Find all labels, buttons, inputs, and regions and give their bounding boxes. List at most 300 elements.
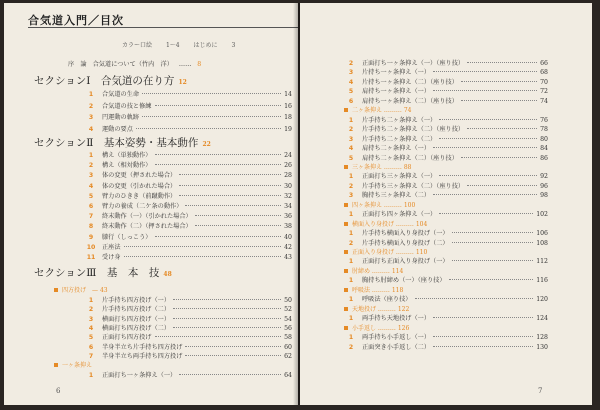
dot-leader bbox=[452, 232, 534, 233]
entry-number: 2 bbox=[348, 126, 354, 134]
orange-square-icon bbox=[344, 165, 348, 169]
entry-number: 1 bbox=[348, 334, 354, 342]
group-leader: ……… bbox=[382, 163, 404, 171]
group-title: 肘締め bbox=[352, 267, 371, 275]
dot-leader bbox=[433, 90, 537, 91]
section-2-heading bbox=[34, 135, 211, 150]
entry-title: 片手持ち四方投げ（一） bbox=[102, 297, 171, 304]
toc-entry bbox=[344, 115, 548, 124]
toc-entry bbox=[344, 143, 548, 152]
toc-entry bbox=[344, 238, 548, 247]
entry-number: 1 bbox=[348, 211, 354, 219]
orange-square-icon bbox=[344, 222, 348, 226]
entry-number: 3 bbox=[348, 135, 354, 143]
entry-page: 112 bbox=[536, 258, 548, 266]
group-title: 横面入り身投げ bbox=[352, 220, 395, 228]
group-leader: ……… bbox=[394, 249, 416, 256]
entry-title: 肩持ち二ヶ条抑え（一） bbox=[362, 145, 431, 153]
entry-number: 1 bbox=[88, 372, 94, 379]
hajimeni-page: 3 bbox=[231, 42, 236, 49]
jo-ron-label: 序 論 bbox=[68, 61, 87, 68]
group-ikkajo-heading bbox=[54, 360, 92, 369]
entry-number: 5 bbox=[88, 334, 94, 342]
group-heading bbox=[344, 247, 427, 256]
toc-entry bbox=[84, 112, 292, 121]
entry-title: 正面打ち四ヶ条抑え（一） bbox=[362, 211, 437, 219]
orange-square-icon bbox=[54, 363, 58, 367]
orange-square-icon bbox=[344, 326, 348, 330]
entry-number: 2 bbox=[88, 162, 94, 170]
entry-title: 片手持ち横面入り身投げ（一） bbox=[362, 230, 449, 238]
dot-leader bbox=[433, 317, 533, 318]
entry-page: 68 bbox=[540, 69, 548, 77]
entry-title: 肩持ち一ヶ条抑え（二）（座り技） bbox=[362, 97, 458, 105]
toc-entry bbox=[344, 67, 548, 76]
entry-page: 42 bbox=[284, 243, 292, 251]
entry-page: 40 bbox=[284, 233, 292, 241]
dot-leader bbox=[433, 194, 537, 195]
entry-title: 片手持ち三ヶ条抑え（二）（座り技） bbox=[362, 182, 465, 190]
group-page: 118 bbox=[391, 286, 404, 294]
entry-title: 体の変更（押された場合） bbox=[102, 172, 177, 180]
dot-leader bbox=[433, 346, 533, 347]
entry-page: 102 bbox=[536, 211, 548, 219]
section-2-page: 22 bbox=[202, 141, 211, 148]
toc-entry bbox=[84, 181, 292, 190]
entry-page: 43 bbox=[284, 254, 292, 261]
dot-leader bbox=[461, 100, 537, 101]
entry-number: 1 bbox=[88, 297, 94, 304]
group-heading bbox=[344, 219, 427, 228]
orange-square-icon bbox=[344, 307, 348, 311]
entry-number: 2 bbox=[348, 239, 354, 247]
entry-title: 臂力のひきき（前蹴動作） bbox=[102, 192, 177, 200]
entry-number: 6 bbox=[88, 343, 94, 351]
dot-leader bbox=[136, 128, 281, 129]
dot-leader bbox=[185, 205, 281, 206]
entry-page: 38 bbox=[284, 223, 292, 231]
toc-entry bbox=[344, 342, 548, 351]
toc-entry bbox=[84, 351, 292, 360]
dot-leader bbox=[195, 215, 281, 216]
orange-square-icon bbox=[344, 269, 348, 273]
group-title: 三ヶ条抑え bbox=[352, 163, 383, 171]
group-page: 88 bbox=[403, 163, 412, 171]
group-page: 122 bbox=[397, 305, 410, 313]
entry-title: 半身半立ち片手持ち四方投げ bbox=[102, 343, 183, 351]
left-page-number: 6 bbox=[56, 387, 61, 395]
section-1-heading bbox=[34, 73, 187, 88]
entry-title: 合気道の生命 bbox=[102, 91, 140, 98]
toc-entry bbox=[84, 150, 292, 159]
entry-page: 72 bbox=[540, 88, 548, 96]
entry-page: 24 bbox=[284, 152, 292, 159]
toc-entry bbox=[344, 294, 548, 303]
entry-title: 横面打ち四方投げ（一） bbox=[102, 315, 171, 323]
toc-entry bbox=[344, 209, 548, 218]
group-page: 100 bbox=[403, 201, 416, 209]
dot-leader bbox=[185, 346, 281, 347]
dot-leader bbox=[173, 327, 281, 328]
dot-leader bbox=[439, 213, 533, 214]
dot-leader bbox=[173, 308, 281, 309]
entry-number: 1 bbox=[348, 230, 354, 238]
entry-page: 120 bbox=[536, 296, 548, 304]
dot-leader bbox=[433, 336, 533, 337]
entry-title: 肩持ち一ヶ条抑え（一） bbox=[362, 88, 431, 96]
dot-leader bbox=[179, 185, 281, 186]
toc-entry bbox=[84, 89, 292, 98]
left-page bbox=[4, 3, 298, 405]
entry-number: 3 bbox=[88, 315, 94, 323]
toc-entry bbox=[84, 211, 292, 220]
toc-entry bbox=[344, 228, 548, 237]
entry-page: 26 bbox=[284, 162, 292, 170]
entry-page: 32 bbox=[284, 192, 292, 200]
dot-leader bbox=[415, 298, 534, 299]
dot-leader bbox=[449, 279, 534, 280]
entry-page: 28 bbox=[284, 172, 292, 180]
orange-square-icon bbox=[54, 288, 58, 292]
group-leader: ……… bbox=[382, 107, 404, 115]
entry-title: 正面打ち一ヶ条抑え（一）（座り技） bbox=[362, 60, 465, 67]
group-heading bbox=[344, 323, 409, 332]
section-1-page: 12 bbox=[178, 79, 187, 86]
entry-page: 64 bbox=[284, 372, 292, 379]
dot-leader bbox=[439, 119, 537, 120]
entry-page: 18 bbox=[284, 114, 292, 121]
entry-page: 30 bbox=[284, 182, 292, 190]
entry-title: 片手持ち四方投げ（二） bbox=[102, 306, 171, 314]
toc-entry bbox=[84, 124, 292, 133]
dot-leader bbox=[179, 174, 281, 175]
entry-number: 1 bbox=[348, 258, 354, 266]
group-heading bbox=[344, 285, 403, 294]
entry-number: 1 bbox=[348, 116, 354, 124]
toc-entry bbox=[84, 295, 292, 304]
entry-title: 両手持ち小手返し（一） bbox=[362, 334, 431, 342]
group-leader: ……… bbox=[370, 267, 392, 275]
dot-leader bbox=[155, 105, 282, 106]
dot-leader bbox=[173, 299, 281, 300]
group-leader: ……… bbox=[394, 220, 416, 228]
toc-entry bbox=[344, 332, 548, 341]
group-title: 正面入り身投げ bbox=[352, 249, 395, 256]
dot-leader bbox=[179, 374, 281, 375]
dot-leader bbox=[452, 260, 534, 261]
entry-title: 円運動の軌跡 bbox=[102, 114, 140, 121]
dot-leader bbox=[452, 242, 534, 243]
dot-leader bbox=[173, 318, 281, 319]
entry-number: 1 bbox=[88, 152, 94, 159]
group-leader: ……… bbox=[382, 201, 404, 209]
entry-page: 16 bbox=[284, 102, 292, 110]
dot-leader bbox=[179, 195, 281, 196]
entry-page: 86 bbox=[540, 154, 548, 162]
entry-page: 19 bbox=[284, 125, 292, 133]
dot-leader bbox=[155, 154, 282, 155]
toc-entry bbox=[84, 201, 292, 210]
entry-page: 36 bbox=[284, 213, 292, 221]
entry-title: 半身半立ち両手持ち四方投げ bbox=[102, 352, 183, 360]
entry-title: 終末動作（二）（押された場合） bbox=[102, 223, 192, 231]
entry-number: 7 bbox=[88, 352, 94, 360]
group-title: 小手返し bbox=[352, 324, 377, 332]
group-title: 四ヶ条抑え bbox=[352, 201, 383, 209]
entry-title: 構え（相対動作） bbox=[102, 162, 152, 170]
toc-entry bbox=[84, 304, 292, 313]
orange-square-icon bbox=[344, 250, 348, 254]
entry-page: 108 bbox=[536, 239, 548, 247]
group-ikkajo-title: 一ヶ条抑え bbox=[62, 362, 93, 369]
section-3-title: セクションⅢ 基 本 技 bbox=[34, 267, 160, 279]
entry-title: 臂力の養成（二ケ条の動作） bbox=[102, 203, 183, 210]
entry-page: 52 bbox=[284, 306, 292, 314]
toc-entry bbox=[344, 256, 548, 265]
entry-number: 8 bbox=[88, 223, 94, 231]
entry-page: 66 bbox=[540, 60, 548, 67]
group-leader: ……… bbox=[376, 305, 398, 313]
toc-entry bbox=[344, 96, 548, 105]
entry-title: 正座法 bbox=[102, 243, 121, 251]
toc-entry bbox=[344, 275, 548, 284]
group-page: 114 bbox=[391, 267, 404, 275]
dot-leader bbox=[461, 157, 537, 158]
entry-number: 1 bbox=[348, 296, 354, 304]
header-rule bbox=[28, 27, 298, 28]
entry-title: 体の変更（引かれた場合） bbox=[102, 182, 177, 190]
group-heading bbox=[344, 162, 411, 171]
entry-page: 54 bbox=[284, 315, 292, 323]
dot-leader bbox=[124, 246, 282, 247]
entry-number: 3 bbox=[348, 192, 354, 200]
color-pages-range: 1～4 bbox=[165, 42, 180, 49]
toc-entry bbox=[84, 252, 292, 261]
entry-page: 130 bbox=[536, 343, 548, 351]
group-leader: ……… bbox=[376, 324, 398, 332]
orange-square-icon bbox=[344, 108, 348, 112]
entry-page: 128 bbox=[536, 334, 548, 342]
section-1-title: セクションⅠ 合気道の在り方 bbox=[34, 75, 175, 87]
entry-title: 片手持ち横面入り身投げ（二） bbox=[362, 239, 449, 247]
entry-page: 60 bbox=[284, 343, 292, 351]
entry-title: 正面打ち四方投げ bbox=[102, 334, 152, 342]
entry-number: 2 bbox=[88, 306, 94, 314]
orange-square-icon bbox=[344, 203, 348, 207]
entry-number: 1 bbox=[88, 91, 94, 98]
section-2-title: セクションⅡ 基本姿勢・基本動作 bbox=[34, 137, 199, 149]
toc-entry bbox=[84, 191, 292, 200]
entry-number: 10 bbox=[86, 243, 96, 251]
toc-entry bbox=[84, 370, 292, 379]
dot-leader bbox=[155, 164, 282, 165]
entry-page: 78 bbox=[540, 126, 548, 134]
dot-leader bbox=[185, 355, 281, 356]
entry-number: 2 bbox=[88, 102, 94, 110]
entry-number: 2 bbox=[348, 182, 354, 190]
entry-number: 5 bbox=[348, 154, 354, 162]
entry-page: 106 bbox=[536, 230, 548, 238]
dot-leader bbox=[195, 225, 281, 226]
toc-entry bbox=[344, 124, 548, 133]
group-heading bbox=[344, 266, 403, 275]
toc-entry bbox=[84, 232, 292, 241]
entry-number: 9 bbox=[88, 233, 94, 241]
entry-number: 3 bbox=[88, 114, 94, 121]
group-heading bbox=[344, 200, 415, 209]
dot-leader bbox=[155, 336, 282, 337]
dot-leader bbox=[124, 256, 282, 257]
dot-leader bbox=[142, 116, 281, 117]
entry-title: 横面打ち四方投げ（二） bbox=[102, 324, 171, 332]
toc-entry bbox=[344, 313, 548, 322]
toc-entry bbox=[84, 160, 292, 169]
group-title: 二ヶ条抑え bbox=[352, 107, 383, 115]
toc-entry bbox=[84, 332, 292, 341]
right-page-number: 7 bbox=[538, 387, 543, 395]
entry-title: 正面打ち三ヶ条抑え（一） bbox=[362, 173, 437, 181]
dot-leader bbox=[155, 236, 282, 237]
entry-number: 1 bbox=[348, 315, 354, 323]
entry-number: 1 bbox=[348, 173, 354, 181]
group-title: 天地投げ bbox=[352, 305, 377, 313]
entry-title: 片持ち一ヶ条抑え（一） bbox=[362, 69, 431, 77]
entry-title: 片手持ち二ヶ条抑え（一） bbox=[362, 116, 437, 124]
toc-header: 合気道入門／目次 bbox=[28, 14, 124, 27]
entry-number: 4 bbox=[348, 78, 354, 86]
entry-page: 96 bbox=[540, 182, 548, 190]
toc-entry bbox=[344, 190, 548, 199]
dot-leader bbox=[433, 147, 537, 148]
dot-leader bbox=[142, 93, 281, 94]
entry-number: 11 bbox=[86, 254, 96, 261]
entry-title: 運動の要点 bbox=[102, 125, 133, 133]
entry-page: 116 bbox=[536, 277, 548, 285]
group-heading bbox=[344, 304, 409, 313]
dot-leader bbox=[467, 62, 537, 63]
entry-title: 胸持ち肘締め（一）（座り技） bbox=[362, 277, 446, 285]
entry-page: 124 bbox=[536, 315, 548, 323]
entry-number: 4 bbox=[348, 145, 354, 153]
right-page bbox=[300, 3, 592, 405]
color-pages-label: カラー口絵 bbox=[122, 42, 153, 49]
entry-title: 構え（単独動作） bbox=[102, 152, 152, 159]
entry-number: 7 bbox=[88, 213, 94, 221]
entry-title: 正面打ち一ヶ条抑え（一） bbox=[102, 372, 177, 379]
toc-entry bbox=[84, 342, 292, 351]
entry-number: 3 bbox=[348, 69, 354, 77]
toc-entry bbox=[84, 314, 292, 323]
group-page: 126 bbox=[397, 324, 410, 332]
toc-entry bbox=[344, 134, 548, 143]
toc-entry bbox=[344, 181, 548, 190]
group-title: 呼吸法 bbox=[352, 286, 371, 294]
entry-title: 呼吸法（座り技） bbox=[362, 296, 412, 304]
entry-number: 2 bbox=[348, 60, 354, 67]
hajimeni-label: はじめに bbox=[193, 42, 218, 49]
entry-number: 1 bbox=[348, 277, 354, 285]
section-3-heading bbox=[34, 265, 172, 280]
entry-page: 34 bbox=[284, 203, 292, 210]
section-3-page: 48 bbox=[163, 271, 172, 278]
entry-page: 98 bbox=[540, 192, 548, 200]
group-page: 104 bbox=[415, 220, 428, 228]
toc-entry bbox=[84, 101, 292, 110]
entry-number: 6 bbox=[88, 203, 94, 210]
entry-number: 5 bbox=[88, 192, 94, 200]
dot-leader bbox=[461, 81, 537, 82]
entry-title: 正面打ち正面入り身投げ（一） bbox=[362, 258, 449, 266]
entry-number: 5 bbox=[348, 88, 354, 96]
group-shihonage-heading: 四方投げ — 43 bbox=[54, 285, 108, 294]
entry-number: 3 bbox=[88, 172, 94, 180]
entry-title: 肩持ち二ヶ条抑え（二）（座り技） bbox=[362, 154, 458, 162]
orange-square-icon bbox=[344, 288, 348, 292]
entry-number: 2 bbox=[348, 343, 354, 351]
entry-title: 終末動作（一）（引かれた場合） bbox=[102, 213, 192, 221]
entry-title: 両手持ち天地投げ（一） bbox=[362, 315, 431, 323]
toc-entry bbox=[344, 171, 548, 180]
entry-number: 4 bbox=[88, 125, 94, 133]
entry-page: 62 bbox=[284, 352, 292, 360]
dot-leader bbox=[439, 138, 537, 139]
toc-entry bbox=[84, 242, 292, 251]
entry-page: 70 bbox=[540, 78, 548, 86]
toc-entry bbox=[84, 221, 292, 230]
toc-entry bbox=[344, 86, 548, 95]
entry-title: 片手持ち二ヶ条抑え（二） bbox=[362, 135, 437, 143]
group-page: 110 bbox=[415, 249, 428, 256]
group-shihonage-page: 43 bbox=[99, 287, 108, 294]
entry-page: 14 bbox=[284, 91, 292, 98]
entry-title: 片持ち一ヶ条抑え（二）（座り技） bbox=[362, 78, 458, 86]
toc-entry bbox=[84, 170, 292, 179]
group-leader: ……… bbox=[370, 286, 392, 294]
entry-page: 56 bbox=[284, 324, 292, 332]
toc-entry bbox=[344, 58, 548, 67]
group-shihonage-title: 四方投げ bbox=[62, 287, 87, 294]
group-page: 74 bbox=[403, 107, 412, 115]
dot-leader bbox=[467, 128, 537, 129]
jo-ron-page: 8 bbox=[197, 61, 202, 68]
intro-line bbox=[122, 40, 247, 49]
entry-title: 胸持ち三ヶ条抑え（二） bbox=[362, 192, 431, 200]
entry-title: 片手持ち二ヶ条抑え（二）（座り技） bbox=[362, 126, 465, 134]
entry-title: 受け身 bbox=[102, 254, 121, 261]
entry-page: 74 bbox=[540, 97, 548, 105]
entry-number: 6 bbox=[348, 97, 354, 105]
group-heading bbox=[344, 105, 411, 114]
entry-page: 84 bbox=[540, 145, 548, 153]
dot-leader bbox=[439, 175, 537, 176]
entry-page: 50 bbox=[284, 297, 292, 304]
entry-title: 合気道の技と修練 bbox=[102, 102, 152, 110]
toc-entry bbox=[344, 77, 548, 86]
entry-page: 80 bbox=[540, 135, 548, 143]
entry-page: 58 bbox=[284, 334, 292, 342]
entry-number: 4 bbox=[88, 182, 94, 190]
entry-page: 76 bbox=[540, 116, 548, 124]
jo-ron-entry: 序 論 合気道について（竹内 洋） …… 8 bbox=[68, 61, 202, 68]
dot-leader bbox=[433, 71, 537, 72]
toc-entry bbox=[84, 323, 292, 332]
toc-entry bbox=[344, 153, 548, 162]
entry-title: 膝行（しっこう） bbox=[102, 233, 152, 241]
entry-title: 正面突き小手返し（二） bbox=[362, 343, 431, 351]
entry-number: 4 bbox=[88, 324, 94, 332]
jo-ron-title: 合気道について（竹内 洋） bbox=[92, 61, 173, 68]
entry-page: 92 bbox=[540, 173, 548, 181]
